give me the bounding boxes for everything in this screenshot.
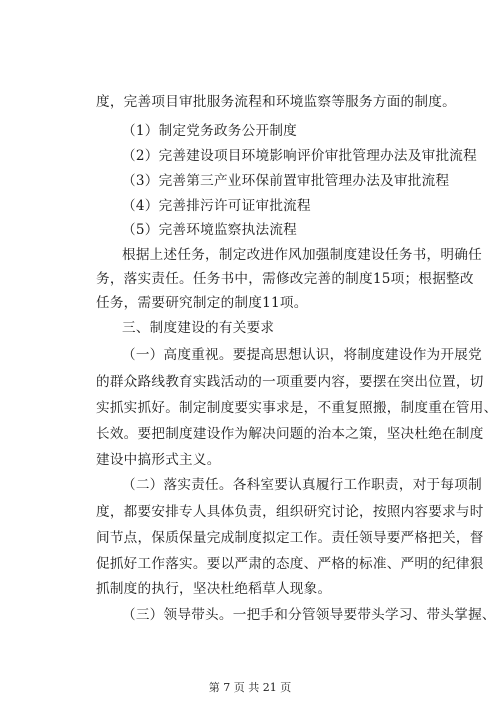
text-line: 实抓实抓好。制定制度要实事求是，不重复照搬，制度重在管用、 — [96, 400, 498, 416]
text-line: （一）高度重视。要提高思想认识，将制度建设作为开展党 — [122, 347, 482, 363]
section-heading: 三、制度建设的有关要求 — [122, 320, 275, 336]
list-item: （5）完善环境监察执法流程 — [122, 222, 298, 238]
text-line: 度，完善项目审批服务流程和环境监察等服务方面的制度。 — [96, 94, 456, 110]
text-line: 长效。要把制度建设作为解决问题的治本之策，坚决杜绝在制度 — [96, 426, 484, 442]
text-line: 间节点，保质保量完成制度拟定工作。责任领导要严格把关，督 — [96, 530, 484, 546]
text-line: （二）落实责任。各科室要认真履行工作职责，对于每项制 — [122, 477, 482, 493]
list-item: （1）制定党务政务公开制度 — [122, 123, 298, 139]
list-item: （4）完善排污许可证审批流程 — [122, 198, 311, 214]
text-line: 度，都要安排专人具体负责，组织研究讨论，按照内容要求与时 — [96, 504, 484, 520]
text-line: （三）领导带头。一把手和分管领导要带头学习、带头掌握、 — [122, 607, 496, 623]
text-line: 的群众路线教育实践活动的一项重要内容，要摆在突出位置，切 — [96, 374, 484, 390]
text-line: 务，落实责任。任务书中，需修改完善的制度15项；根据整改 — [96, 271, 474, 287]
page-footer: 第 7 页 共 21 页 — [208, 681, 292, 694]
list-item: （2）完善建设项目环境影响评价审批管理办法及审批流程 — [122, 148, 477, 164]
text-line: 根据上述任务，制定改进作风加强制度建设任务书，明确任 — [122, 247, 482, 263]
list-item: （3）完善第三产业环保前置审批管理办法及审批流程 — [122, 173, 450, 189]
text-line: 任务，需要研究制定的制度11项。 — [96, 295, 308, 311]
text-line: 抓制度的执行，坚决杜绝稻草人现象。 — [96, 581, 332, 597]
text-line: 促抓好工作落实。要以严肃的态度、严格的标准、严明的纪律狠 — [96, 556, 484, 572]
text-line: 建设中搞形式主义。 — [96, 452, 221, 468]
